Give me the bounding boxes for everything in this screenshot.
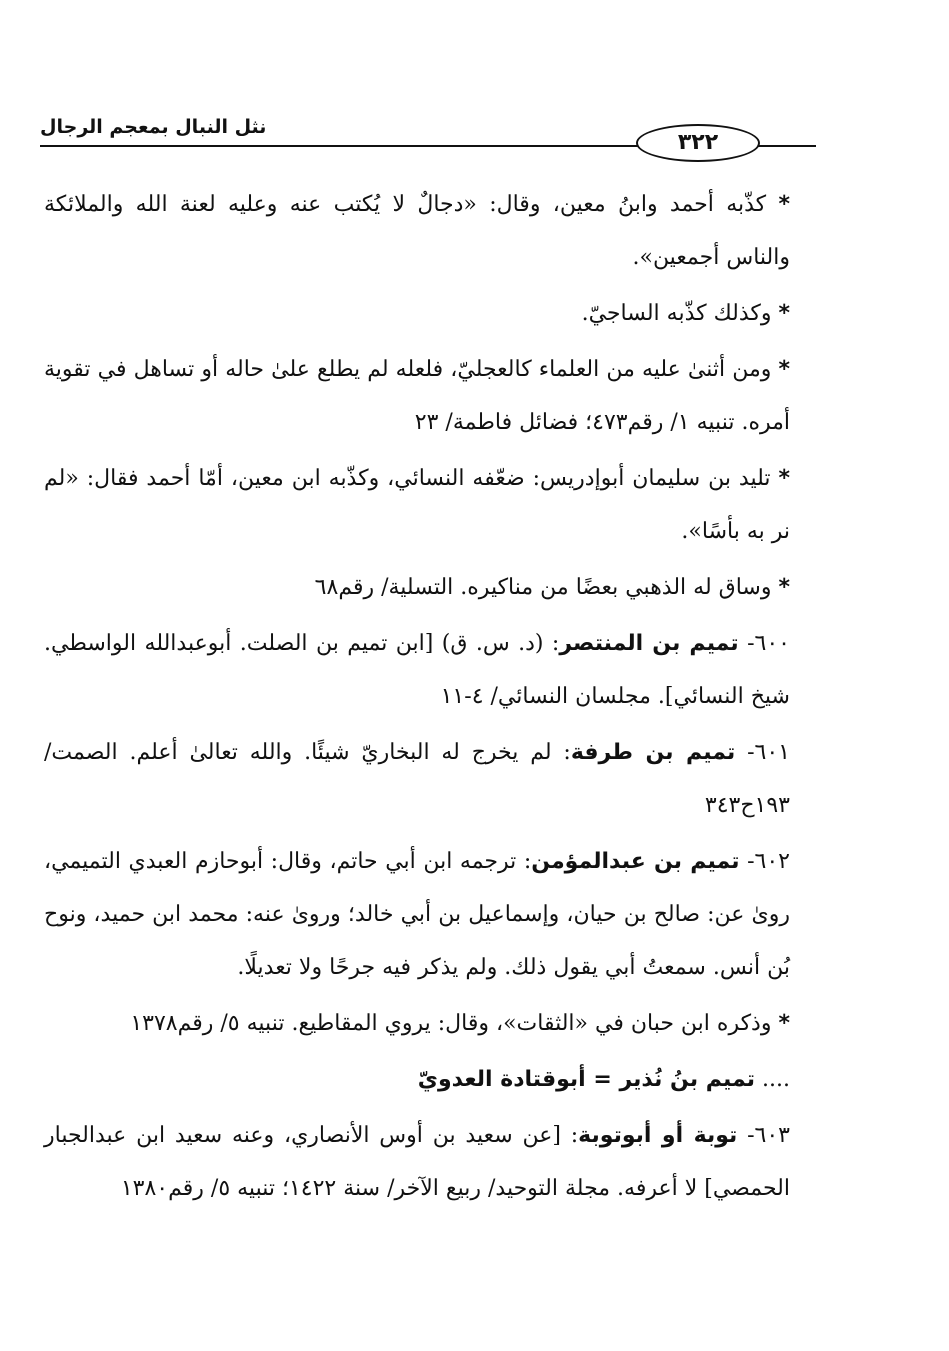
asterisk-marker: *	[778, 575, 790, 600]
paragraph-5	[44, 561, 820, 614]
entry-name: تميم بن طرفة	[570, 740, 736, 765]
entry-name: توبة أو أبوتوبة	[578, 1123, 738, 1148]
entry-number: ٦٠٢-	[747, 849, 790, 874]
paragraph-text: ومن أثنىٰ عليه من العلماء كالعجليّ، فلعله لم يطلع علىٰ حاله أو تساهل في تقوية أمره. تنبيه ١/ رقم٤٧٣؛ فضائل فاطمة/ ٢٣	[44, 357, 790, 435]
paragraph-text: تليد بن سليمان أبوإدريس: ضعّفه النسائي، وكذّبه ابن معين، أمّا أحمد فقال: «لم نر به بأسًا».	[44, 466, 790, 544]
paragraph-4	[44, 452, 820, 558]
paragraph-3	[44, 343, 820, 449]
entry-603	[44, 1109, 820, 1215]
paragraph-text: كذّبه أحمد وابنُ معين، وقال: «دجالٌ لا يُكتب عنه وعليه لعنة الله والملائكة والناس أجمعين».	[44, 192, 790, 270]
paragraph-text: وكذلك كذّبه الساجيّ.	[581, 301, 772, 326]
asterisk-marker: *	[778, 1011, 790, 1036]
asterisk-marker: *	[778, 466, 790, 491]
asterisk-marker: *	[778, 301, 790, 326]
entry-601	[44, 726, 820, 832]
cross-reference	[44, 1053, 820, 1106]
asterisk-marker: *	[778, 192, 790, 217]
entry-name: تميم بن عبدالمؤمن	[531, 849, 740, 874]
page-header	[40, 112, 816, 158]
entry-600	[44, 617, 820, 723]
entry-text: : ترجمه ابن أبي حاتم، وقال: أبوحازم العبدي التميمي، روىٰ عن: صالح بن حيان، وإسماعيل بن أبي خالد؛ وروىٰ عنه: محمد ابن حميد، ونوح بُن أنس. سمعتُ أبي يقول ذلك. ولم يذكر فيه جرحًا ولا تعديلًا.	[44, 849, 790, 980]
cross-reference-name: تميم بنُ نُذير = أبوقتادة العدويّ	[417, 1067, 756, 1092]
entry-number: ٦٠٣-	[747, 1123, 790, 1148]
running-title: نثل النبال بمعجم الرجال	[40, 116, 267, 138]
paragraph-text: وذكره ابن حبان في «الثقات»، وقال: يروي المقاطيع. تنبيه ٥/ رقم١٣٧٨	[130, 1011, 772, 1036]
paragraph-9	[44, 997, 820, 1050]
paragraph-text: وساق له الذهبي بعضًا من مناكيره. التسلية/ رقم٦٨	[314, 575, 772, 600]
entry-text: : [عن سعيد بن أوس الأنصاري، وعنه سعيد ابن عبدالجبار الحمصي] لا أعرفه. مجلة التوحيد/ ربيع الآخر/ سنة ١٤٢٢؛ تنبيه ٥/ رقم١٣٨٠	[44, 1123, 790, 1201]
paragraph-1	[44, 178, 820, 284]
entry-number: ٦٠٠-	[747, 631, 790, 656]
entry-number: ٦٠١-	[747, 740, 790, 765]
asterisk-marker: *	[778, 357, 790, 382]
paragraph-2	[44, 287, 820, 340]
page-number: ٣٢٢	[636, 124, 760, 162]
entry-text: : لم يخرج له البخاريّ شيئًا. والله تعالىٰ أعلم. الصمت/ ١٩٣ح٣٤٣	[44, 740, 790, 818]
entry-602	[44, 835, 820, 994]
entry-name: تميم بن المنتصر	[559, 631, 739, 656]
ellipsis-marker: ....	[762, 1067, 790, 1092]
entry-text: : (د. س. ق) [ابن تميم بن الصلت. أبوعبدالله الواسطي. شيخ النسائي]. مجلسان النسائي/ ٤-١١	[44, 631, 790, 709]
page-body	[44, 178, 820, 1218]
